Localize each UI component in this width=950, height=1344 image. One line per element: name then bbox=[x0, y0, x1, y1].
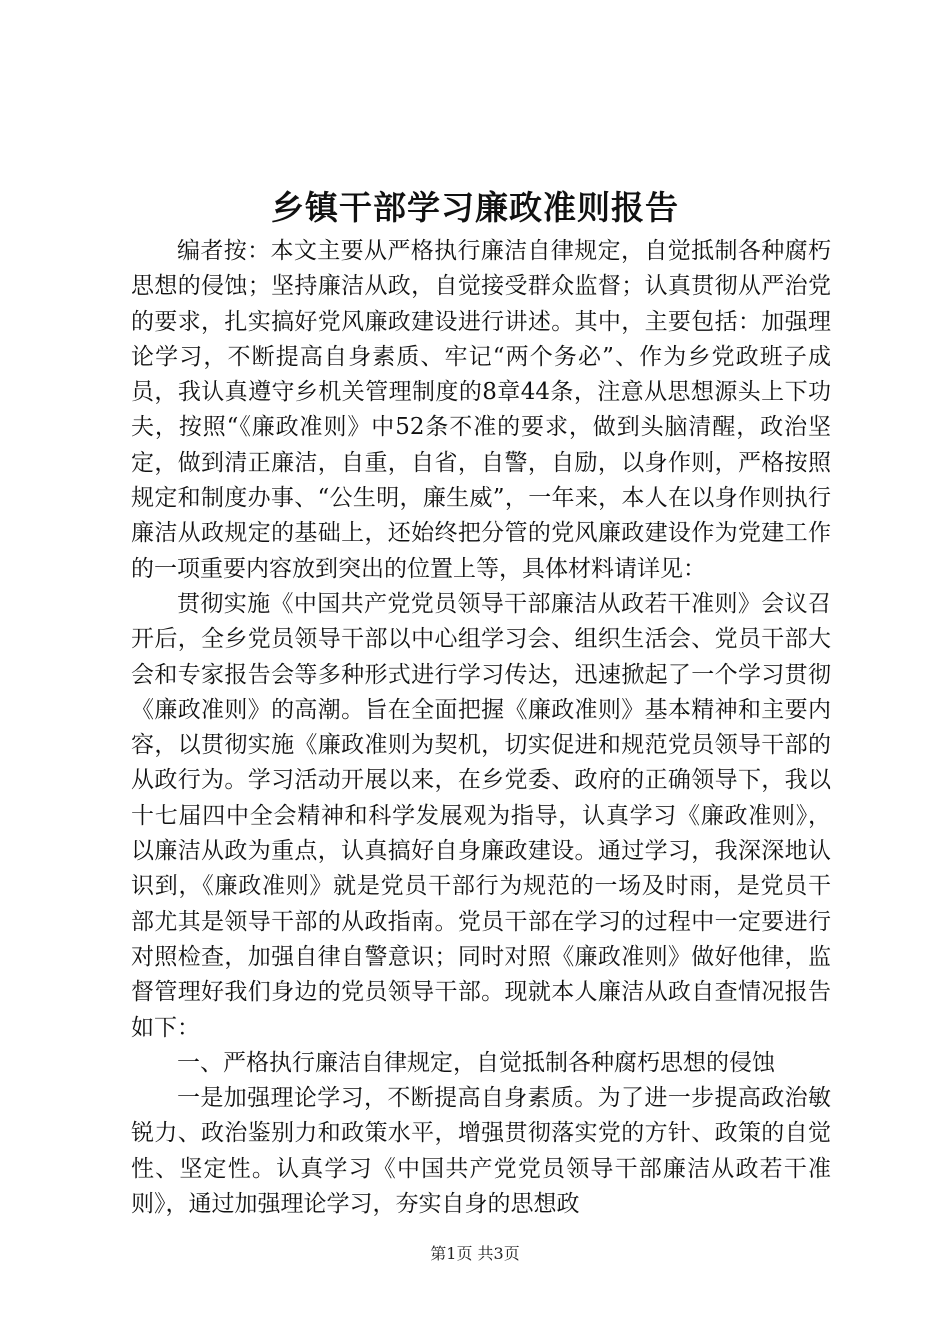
document-title: 乡镇干部学习廉政准则报告 bbox=[271, 188, 679, 227]
section-heading-1: 一、严格执行廉洁自律规定，自觉抵制各种腐朽思想的侵蚀 bbox=[177, 1049, 775, 1076]
document-body bbox=[131, 234, 831, 1222]
paragraph-section-1: 一是加强理论学习，不断提高自身素质。为了进一步提高政治敏锐力、政治鉴别力和政策水平，增强贯彻落实党的方针、政策的自觉性、坚定性。认真学习《中国共产党党员领导干部廉洁从政若干准则》，通过加强理论学习，夯实自身的思想政 bbox=[131, 1085, 831, 1218]
paragraph-editor-note: 编者按：本文主要从严格执行廉洁自律规定，自觉抵制各种腐朽思想的侵蚀；坚持廉洁从政，自觉接受群众监督；认真贯彻从严治党的要求，扎实搞好党风廉政建设进行讲述。其中，主要包括：加强理论学习，不断提高自身素质、牢记“两个务必”、作为乡党政班子成员，我认真遵守乡机关管理制度的8章44条，注意从思想源头上下功夫，按照“《廉政准则》中52条不准的要求，做到头脑清醒，政治坚定，做到清正廉洁，自重，自省，自警，自励，以身作则，严格按照规定和制度办事、“公生明，廉生威”，一年来，本人在以身作则执行廉洁从政规定的基础上，还始终把分管的党风廉政建设作为党建工作的一项重要内容放到突出的位置上等，具体材料请详见： bbox=[131, 238, 831, 582]
paragraph-intro: 贯彻实施《中国共产党党员领导干部廉洁从政若干准则》会议召开后，全乡党员领导干部以中心组学习会、组织生活会、党员干部大会和专家报告会等多种形式进行学习传达，迅速掀起了一个学习贯彻《廉政准则》的高潮。旨在全面把握《廉政准则》基本精神和主要内容，以贯彻实施《廉政准则为契机，切实促进和规范党员领导干部的从政行为。学习活动开展以来，在乡党委、政府的正确领导下，我以十七届四中全会精神和科学发展观为指导，认真学习《廉政准则》，以廉洁从政为重点，认真搞好自身廉政建设。通过学习，我深深地认识到，《廉政准则》就是党员干部行为规范的一场及时雨，是党员干部尤其是领导干部的从政指南。党员干部在学习的过程中一定要进行对照检查，加强自律自警意识；同时对照《廉政准则》做好他律，监督管理好我们身边的党员领导干部。现就本人廉洁从政自查情况报告如下： bbox=[131, 590, 831, 1041]
page-number-footer: 第1页 共3页 bbox=[430, 1244, 520, 1263]
